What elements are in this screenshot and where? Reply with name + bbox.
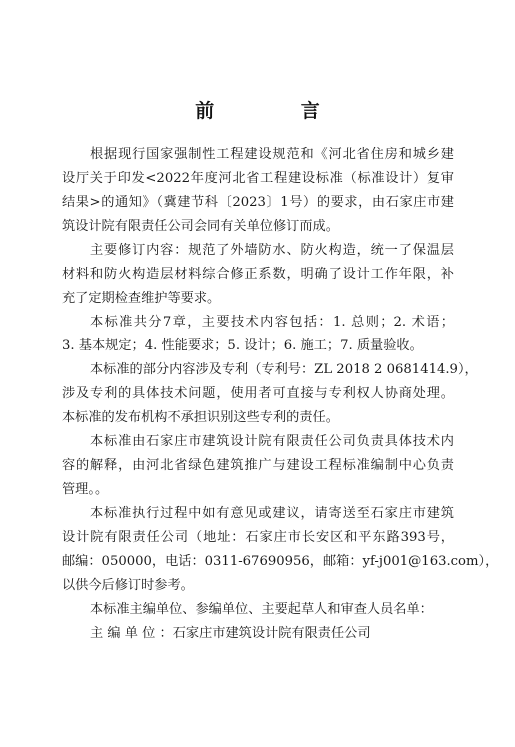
text-line: 根据现行国家强制性工程建设规范和《河北省住房和城乡建	[90, 147, 454, 162]
text-line: 以供今后修订时参考。	[62, 578, 194, 593]
text-line: 主 编 单 位 ：石家庄市建筑设计院有限责任公司	[90, 626, 371, 641]
text-line: 本标准执行过程中如有意见或建议，请寄送至石家庄市建筑	[90, 506, 454, 521]
text-line: 管理。。	[62, 482, 109, 497]
text-line: 本标准由石家庄市建筑设计院有限责任公司负责具体技术内	[90, 434, 454, 449]
text-line: 筑设计院有限责任公司会同有关单位修订而成。	[62, 219, 339, 234]
text-line: 结果>的通知》（冀建节科〔2023〕1号）的要求，由石家庄市建	[62, 195, 454, 210]
text-line: 设厅关于印发<2022年度河北省工程建设标准（标准设计）复审	[62, 171, 454, 186]
text-line: 本标准的发布机构不承担识别这些专利的责任。	[62, 410, 339, 425]
text-line: 本标准共分7章，主要技术内容包括：1. 总则；2. 术语；	[90, 315, 454, 330]
text-line: 容的解释，由河北省绿色建筑推广与建设工程标准编制中心负责	[62, 458, 454, 473]
text-line: 本标准的部分内容涉及专利（专利号：ZL 2018 2 0681414.9），	[90, 362, 478, 377]
text-line: 充了定期检查维护等要求。	[62, 291, 221, 306]
page-title: 前 言	[195, 100, 360, 122]
text-line: 主要修订内容：规范了外墙防水、防火构造，统一了保温层	[90, 243, 454, 258]
text-line: 涉及专利的具体技术问题，使用者可直接与专利权人协商处理。	[62, 386, 454, 401]
text-line: 设计院有限责任公司（地址：石家庄市长安区和平东路393号，	[62, 530, 454, 545]
text-line: 3. 基本规定；4. 性能要求；5. 设计；6. 施工；7. 质量验收。	[62, 338, 423, 353]
text-line: 邮编：050000，电话：0311-67690956，邮箱：yf-j001@163.com），	[62, 554, 499, 569]
text-line: 材料和防火构造层材料综合修正系数，明确了设计工作年限，补	[62, 267, 454, 282]
text-line: 本标准主编单位、参编单位、主要起草人和审查人员名单：	[90, 602, 433, 617]
